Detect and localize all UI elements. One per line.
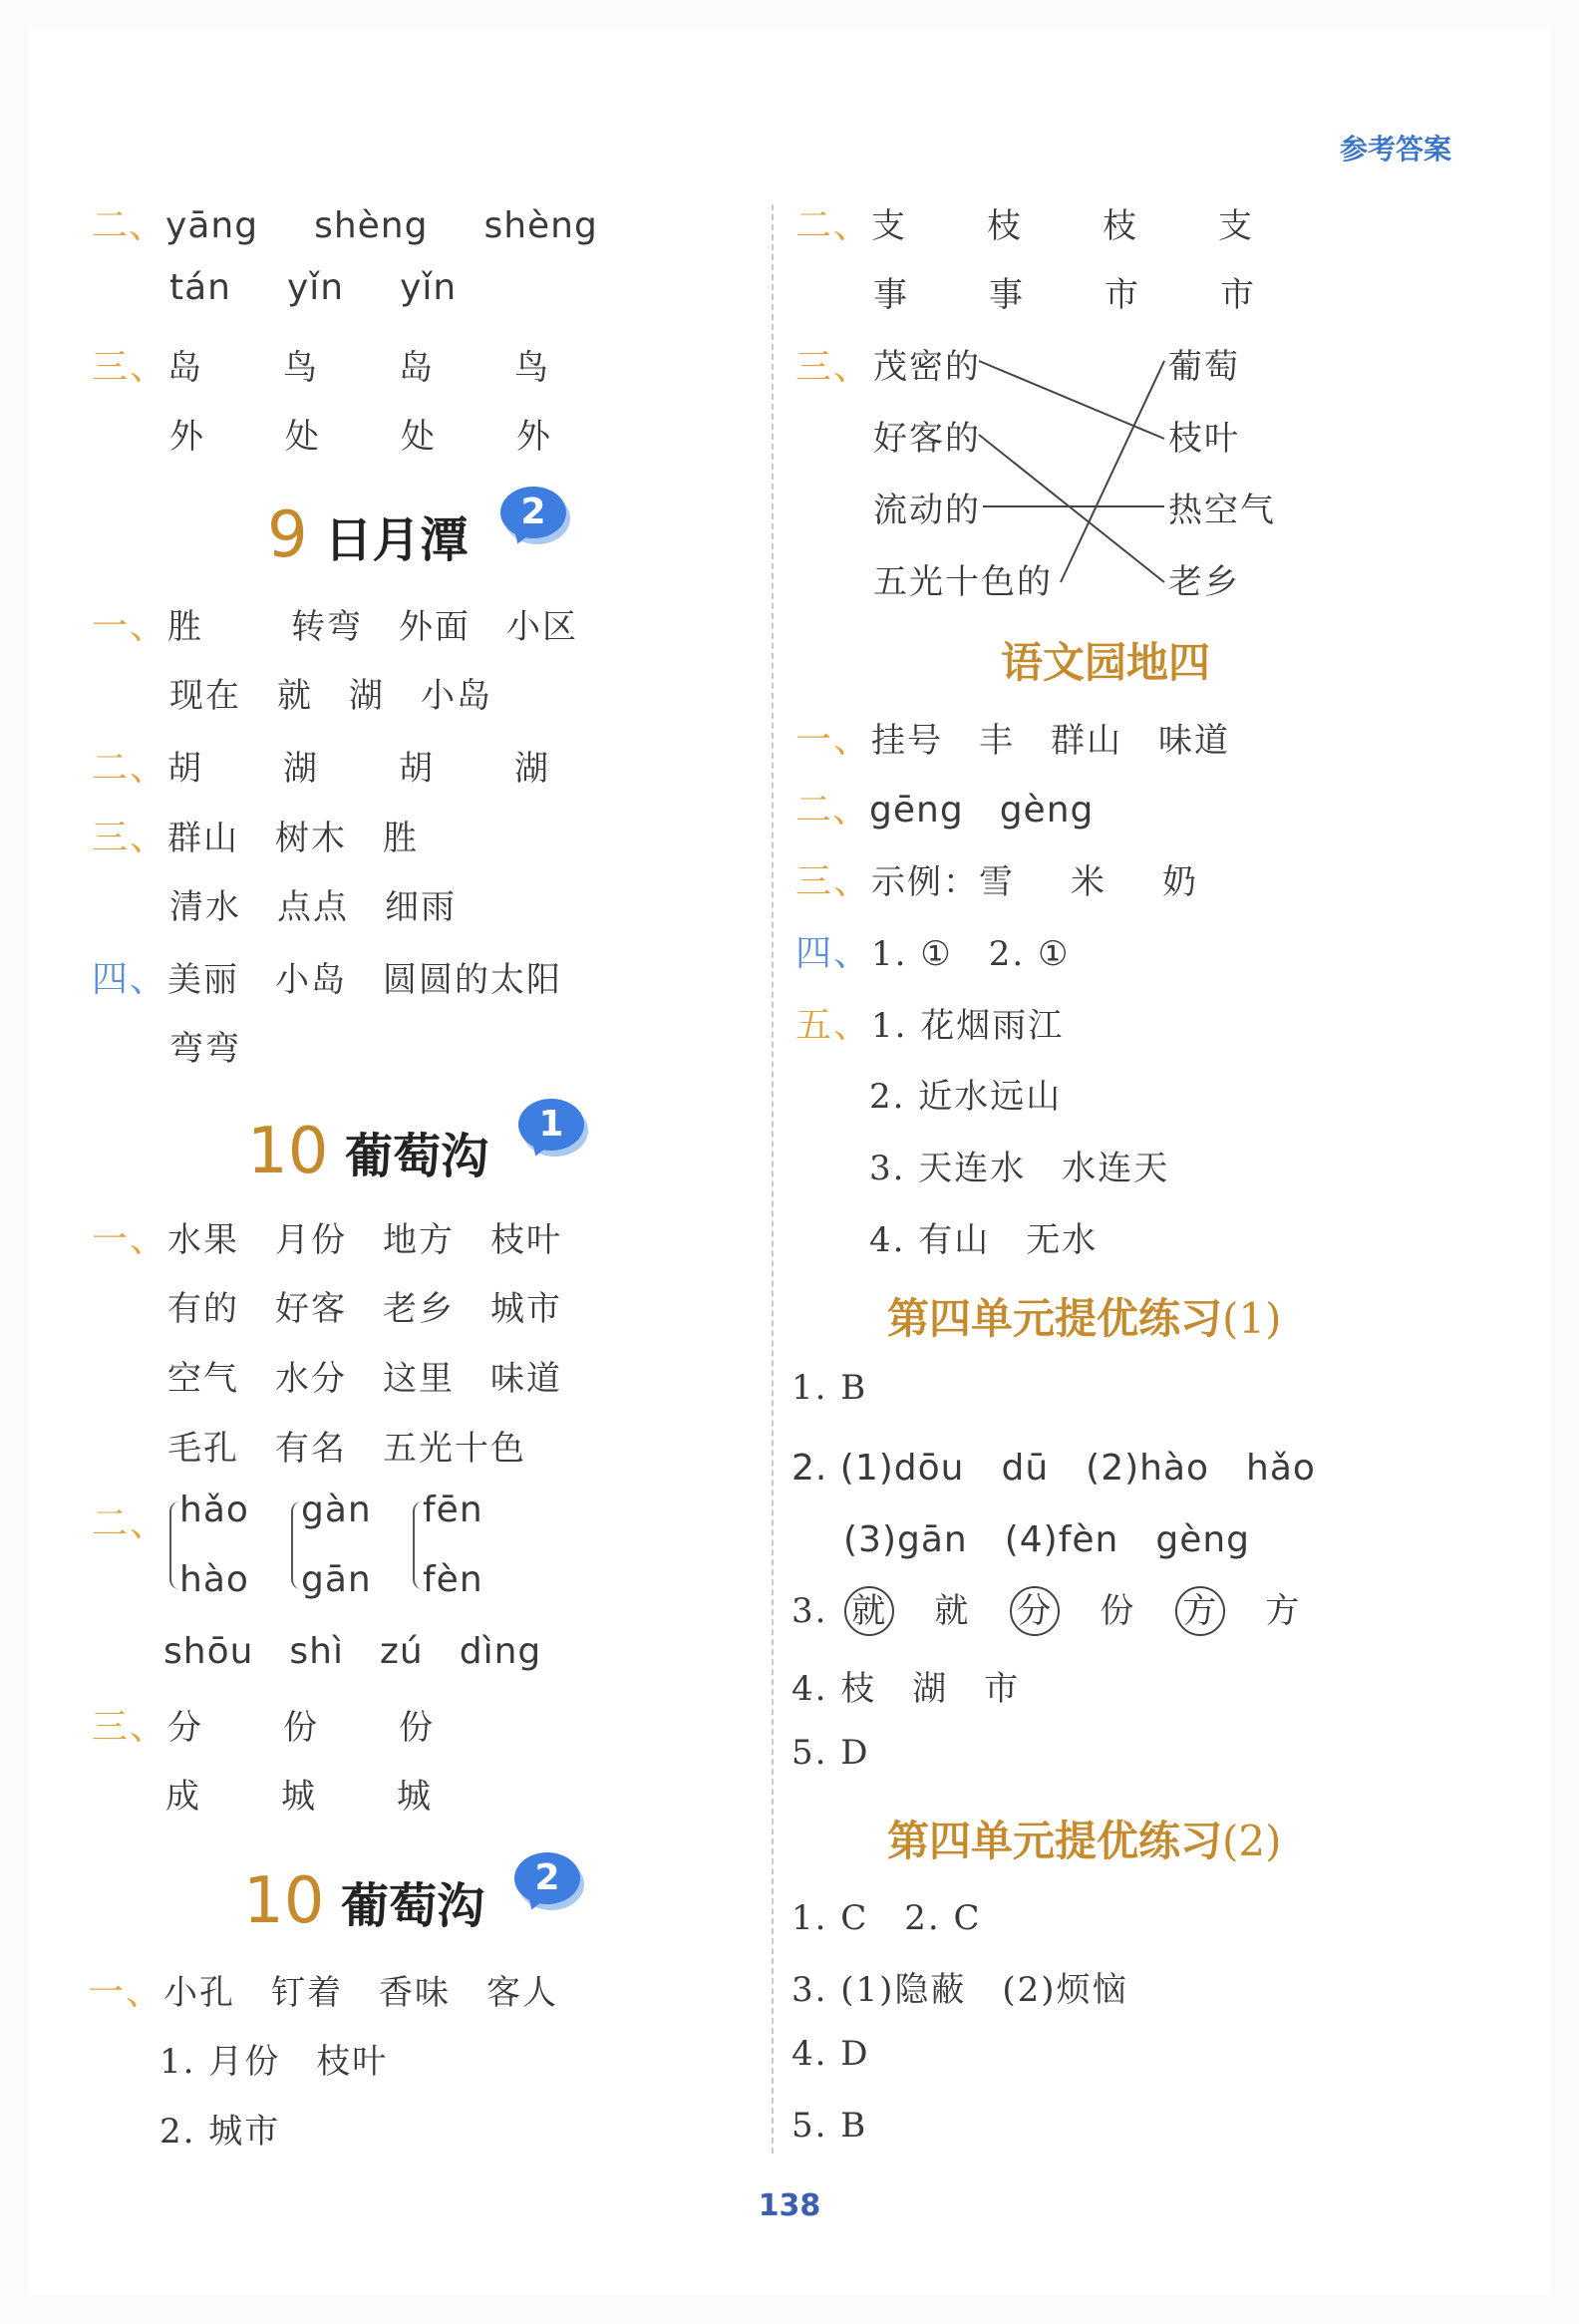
p2-q5 <box>791 2106 867 2146</box>
garden-er <box>795 782 1094 832</box>
answer-item: 事 <box>873 275 909 315</box>
answer-item: shèng <box>314 205 429 246</box>
answer-item: 湖 <box>283 749 320 789</box>
question-number: 五、 <box>795 1005 872 1046</box>
answer-item: 月份 <box>275 1220 348 1260</box>
answer-item: 5. D <box>791 1733 870 1773</box>
answer-item: 3. 天连水 水连天 <box>869 1149 1170 1188</box>
answer-item: yǐn <box>287 267 345 308</box>
page-number: 138 <box>758 2188 821 2223</box>
answer-item: hào <box>179 1559 249 1600</box>
answer-item: gèng <box>999 790 1095 830</box>
answer-item: 水果 <box>167 1220 240 1260</box>
question-number: 二、 <box>92 205 166 246</box>
question-number: 二、 <box>795 205 872 246</box>
answer-item: 湖 <box>514 749 551 789</box>
answer-item: 客人 <box>486 1973 559 2013</box>
answer-item: 城 <box>281 1777 317 1817</box>
answer-item: 群山 <box>1051 721 1123 761</box>
answer-item: 五光十色的 <box>873 562 1053 602</box>
answer-item: 5. B <box>791 2106 868 2146</box>
answer-item: 1. 月份 枝叶 <box>159 2042 389 2082</box>
answer-item: 成 <box>165 1777 201 1817</box>
answer-item: 方 <box>1265 1591 1302 1631</box>
answer-item: 城 <box>397 1777 433 1817</box>
answer-item: 好客 <box>275 1289 347 1329</box>
badge-number: 2 <box>514 1852 580 1904</box>
answer-item: 1. ① 2. ① <box>871 934 1071 974</box>
answer-item: 份 <box>1100 1591 1136 1631</box>
answer-item: gēng <box>869 790 964 830</box>
garden-san <box>795 853 1198 904</box>
answer-item: 空气 <box>167 1359 239 1399</box>
answer-item: 鸟 <box>514 348 551 388</box>
circled-char: 方 <box>1175 1586 1225 1636</box>
question-number: 3. <box>791 1591 828 1631</box>
answer-item: 有的 <box>167 1289 239 1329</box>
question-number: 三、 <box>92 347 168 388</box>
answer-item: 岛 <box>399 348 436 388</box>
answer-item: 钉着 <box>271 1973 344 2013</box>
garden-wu-1 <box>795 997 1064 1048</box>
answer-item: 胜 <box>383 819 420 858</box>
answer-item: 味道 <box>1158 721 1231 761</box>
p1-q3 <box>791 1583 1301 1636</box>
p1-q5 <box>791 1733 870 1773</box>
lesson-number: 9 <box>267 498 308 572</box>
answer-item: 茂密的 <box>873 347 981 387</box>
circled-char: 分 <box>1010 1586 1060 1636</box>
answer-item: 4. D <box>791 2034 870 2074</box>
garden-yi <box>795 712 1230 763</box>
answer-item: 挂号 <box>871 721 944 761</box>
answer-item: 树木 <box>275 819 348 858</box>
answer-item: shōu <box>163 1631 254 1672</box>
answer-item: 就 <box>934 1591 971 1631</box>
answer-item: 事 <box>989 275 1025 315</box>
answer-item: 葡萄 <box>1168 347 1240 387</box>
answer-item: 2. 近水远山 <box>869 1077 1063 1117</box>
answer-item: 清水 <box>169 887 241 927</box>
answer-item: tán <box>169 267 231 308</box>
answer-item: 胡 <box>167 749 204 789</box>
answer-item: 份 <box>283 1708 320 1748</box>
answer-item: 五光十色 <box>383 1429 526 1469</box>
section-tag: 参考答案 <box>1339 133 1451 166</box>
answer-item: 转弯 <box>291 607 364 647</box>
answer-item: dìng <box>459 1631 542 1672</box>
question-number: 二、 <box>795 790 870 830</box>
answer-item: 流动的 <box>873 491 981 530</box>
question-number: 四、 <box>92 959 168 1000</box>
lesson-name: 日月潭 <box>324 512 469 568</box>
answer-item: 1. B <box>791 1368 868 1408</box>
answer-item: 支 <box>1218 206 1255 246</box>
question-number: 三、 <box>795 861 872 902</box>
answer-item: 这里 <box>383 1359 455 1399</box>
garden-wu-3 <box>869 1141 1169 1189</box>
answer-item: 老乡 <box>383 1289 455 1329</box>
lesson-name: 葡萄沟 <box>345 1129 489 1184</box>
answer-item: 圆圆的太阳 <box>383 960 563 1000</box>
question-number: 一、 <box>92 1219 168 1260</box>
answer-item: yāng <box>165 205 259 246</box>
circled-char: 就 <box>844 1586 894 1636</box>
answer-item: 市 <box>1105 275 1140 315</box>
lesson-number: 10 <box>247 1115 329 1188</box>
answer-item: 岛 <box>167 348 204 388</box>
answer-item: zú <box>380 1631 424 1672</box>
answer-item: 4. 有山 无水 <box>869 1220 1099 1260</box>
answer-item: 好客的 <box>873 419 981 459</box>
garden-wu-4 <box>869 1212 1098 1261</box>
answer-item: 处 <box>401 417 437 457</box>
badge-number: 2 <box>500 487 566 538</box>
section-title-text: 语文园地四 <box>1001 638 1211 687</box>
p2-q4 <box>791 2034 870 2074</box>
answer-item: 1. C 2. C <box>791 1898 982 1938</box>
answer-item: 市 <box>1220 275 1256 315</box>
answer-item: 小岛 <box>275 960 348 1000</box>
answer-item: 就 <box>277 676 313 716</box>
p1-q1 <box>791 1368 867 1408</box>
section-title <box>1001 630 1210 690</box>
answer-item: 胜 <box>167 607 204 647</box>
p1-q2b <box>843 1511 1250 1562</box>
p2-q1 <box>791 1890 982 1939</box>
answer-item: 水分 <box>275 1359 347 1399</box>
answer-item: 米 <box>1071 862 1107 902</box>
question-number: 三、 <box>92 1707 168 1748</box>
match-line <box>979 361 1164 439</box>
answer-item: 地方 <box>383 1220 456 1260</box>
answer-item: 小岛 <box>421 676 492 716</box>
answer-item: 群山 <box>167 819 240 858</box>
answer-item: gān <box>301 1559 372 1600</box>
answer-item: 有名 <box>275 1429 347 1469</box>
lesson-number: 10 <box>243 1864 325 1938</box>
answer-item: 毛孔 <box>167 1429 239 1469</box>
answer-item: 城市 <box>490 1289 562 1329</box>
answer-item: 热空气 <box>1168 491 1276 530</box>
answer-item: 丰 <box>979 721 1016 761</box>
answer-item: 枝叶 <box>490 1220 563 1260</box>
p2-q3 <box>791 1962 1128 2011</box>
answer-item: 1. 花烟雨江 <box>871 1006 1065 1046</box>
question-number: 三、 <box>795 347 872 388</box>
answer-item: 2. 城市 <box>159 2112 281 2152</box>
answer-item: 奶 <box>1162 862 1199 902</box>
answer-item: 示例：雪 <box>871 862 1016 902</box>
answer-item: (3)gān (4)fèn gèng <box>843 1519 1251 1560</box>
answer-item: 份 <box>399 1708 436 1748</box>
answer-item: 3. (1)隐蔽 (2)烦恼 <box>791 1970 1128 2010</box>
answer-item: 美丽 <box>167 960 240 1000</box>
garden-si <box>795 925 1070 976</box>
section-title-number: (1) <box>1222 1294 1282 1343</box>
answer-item: 点点 <box>277 887 349 927</box>
question-number: 一、 <box>795 720 872 761</box>
answer-item: 外 <box>516 417 552 457</box>
answer-item: 4. 枝 湖 市 <box>791 1669 1021 1709</box>
answer-item: 分 <box>167 1708 204 1748</box>
answer-item: 弯弯 <box>169 1029 241 1069</box>
answer-item: 小孔 <box>163 1973 236 2013</box>
answer-item: shèng <box>483 205 598 246</box>
answer-item: 鸟 <box>283 348 320 388</box>
question-number: 一、 <box>88 1972 164 2013</box>
section-title-text: 第四单元提优练习 <box>887 1817 1223 1865</box>
answer-item: 支 <box>871 206 908 246</box>
match-line <box>1061 361 1164 582</box>
answer-item: 香味 <box>379 1973 452 2013</box>
lesson-name: 葡萄沟 <box>341 1878 485 1934</box>
question-number: 四、 <box>795 933 872 974</box>
section-title-text: 第四单元提优练习 <box>887 1294 1223 1343</box>
answer-item: 细雨 <box>385 887 457 927</box>
answer-item: 小区 <box>506 607 579 647</box>
answer-item: yǐn <box>400 267 458 308</box>
answer-item: 处 <box>285 417 321 457</box>
section-title-number: (2) <box>1222 1817 1282 1865</box>
answer-item: 湖 <box>349 676 385 716</box>
section-title <box>887 1286 1282 1346</box>
answer-item: 2. (1)dōu dū (2)hào hǎo <box>791 1448 1316 1489</box>
answer-item: 味道 <box>490 1359 562 1399</box>
p1-q2a <box>791 1440 1316 1491</box>
question-number: 二、 <box>92 1503 168 1544</box>
answer-item: 老乡 <box>1168 562 1240 602</box>
answer-item: 枝叶 <box>1168 419 1240 459</box>
answer-item: shì <box>289 1631 344 1672</box>
answer-item: hǎo <box>179 1490 249 1530</box>
answer-item: 枝 <box>1103 206 1139 246</box>
question-number: 二、 <box>92 748 168 789</box>
answer-item: 现在 <box>169 676 241 716</box>
p1-q4 <box>791 1661 1020 1710</box>
section-title <box>887 1809 1282 1868</box>
answer-item: fèn <box>423 1559 483 1600</box>
answer-item: 外面 <box>399 607 472 647</box>
question-number: 一、 <box>92 606 168 647</box>
answer-item: gàn <box>301 1490 372 1530</box>
garden-wu-2 <box>869 1069 1062 1118</box>
answer-item: 外 <box>169 417 205 457</box>
badge-number: 1 <box>518 1099 584 1151</box>
answer-item: 枝 <box>987 206 1024 246</box>
answer-item: fēn <box>423 1490 483 1530</box>
question-number: 三、 <box>92 818 168 858</box>
answer-item: 胡 <box>399 749 436 789</box>
